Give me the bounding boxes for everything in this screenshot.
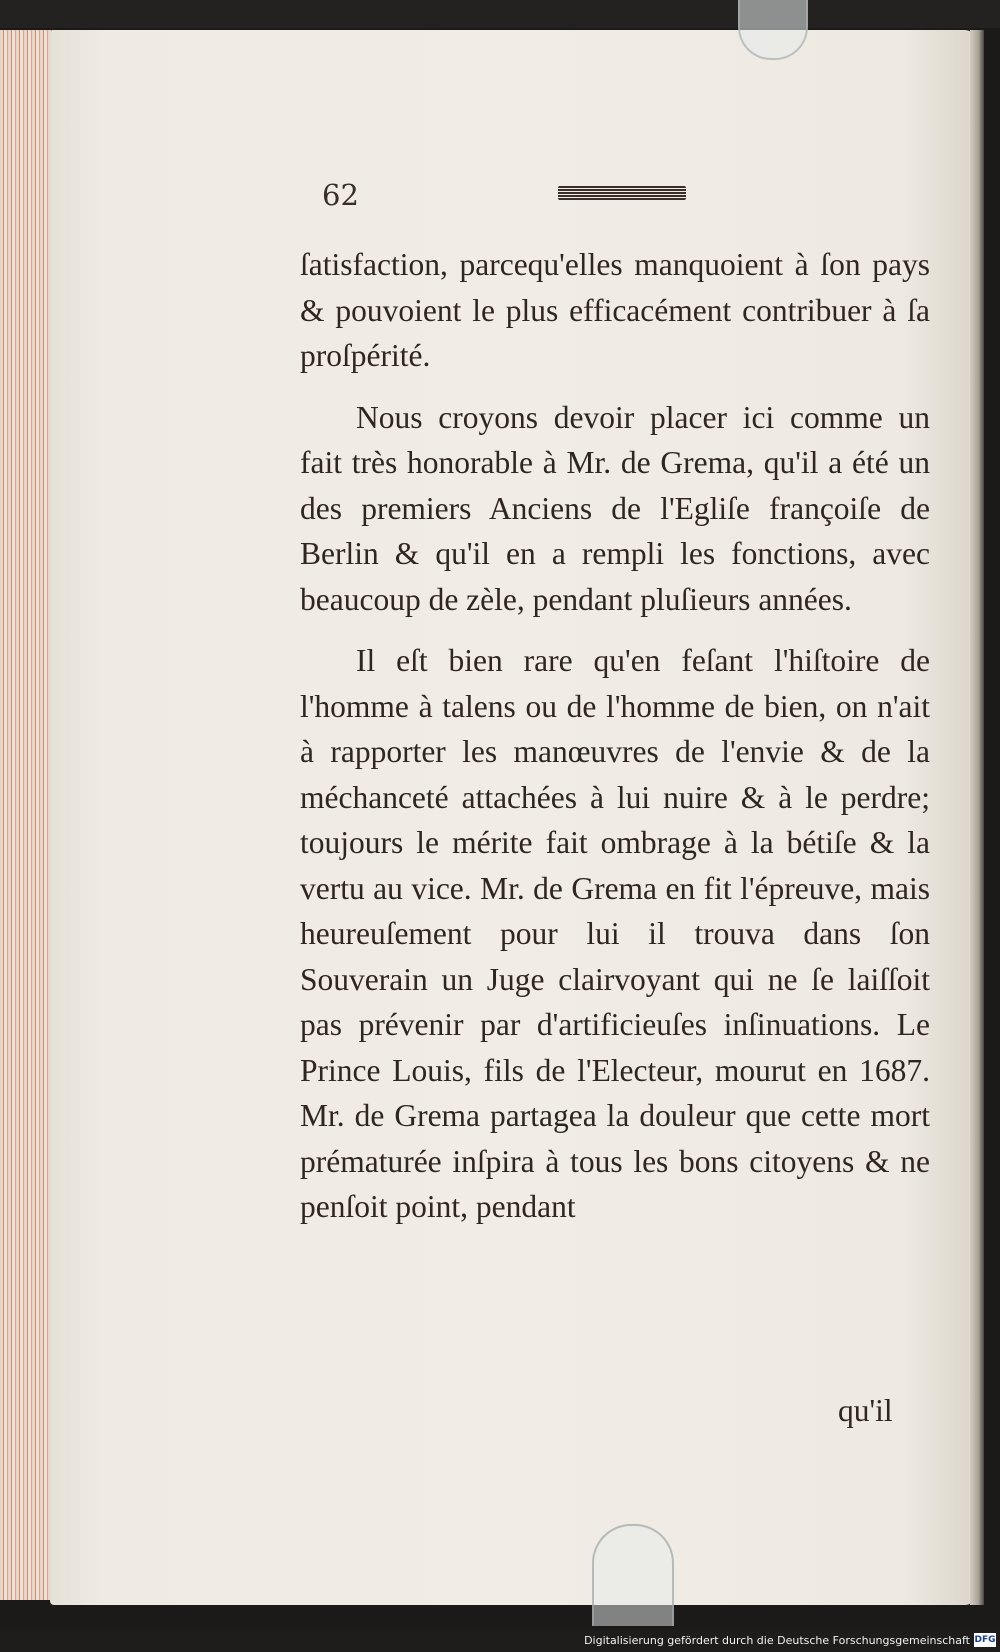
catchword: qu'il [838, 1393, 893, 1428]
page-clip-top [738, 0, 808, 60]
paragraph-2: Nous croyons devoir placer ici comme un fait très honorable à Mr. de Grema, qu'il a été un des premiers Anciens de l'Egliſe françoiſe de Berlin & qu'il en a rempli les fonctions, avec beaucoup de zèle, pendant pluſieurs années. [300, 399, 930, 617]
page-header [322, 178, 702, 228]
scan-background-top [0, 0, 1000, 28]
paragraph-3: Il eſt bien rare qu'en feſant l'hiſtoire de l'homme à talens ou de l'homme de bien, on n'ait à rapporter les manœuvres de l'envie & de la méchanceté attachées à lui nuire & à le perdre; toujours le mérite fait ombrage à la bétiſe & la vertu au vice. Mr. de Grema en fit l'épreuve, mais heureuſement pour lui il trouva dans ſon Souverain un Juge clairvoyant qui ne ſe laiſſoit pas prévenir par d'artificieuſes inſinuations. Le Prince Louis, fils de l'Electeur, mourut en 1687. Mr. de Grema partagea la douleur que cette mort prématurée inſpira à tous les bons citoyens & ne penſoit point, pendant [300, 643, 930, 1224]
digitization-credit: Digitalisierung gefördert durch die Deutsche Forschungsgemeinschaft [584, 1634, 970, 1647]
dfg-logo: DFG [974, 1635, 996, 1645]
body-text [300, 242, 930, 1230]
paragraph-1: ſatisfaction, parcequ'elles manquoient à ſon pays & pouvoient le plus efficacément contribuer à ſa proſpérité. [300, 247, 930, 373]
page-number: 62 [322, 178, 359, 212]
header-ornament-rule [558, 186, 686, 200]
page-clip-bottom [592, 1524, 674, 1626]
page-gutter-shadow [970, 30, 984, 1605]
